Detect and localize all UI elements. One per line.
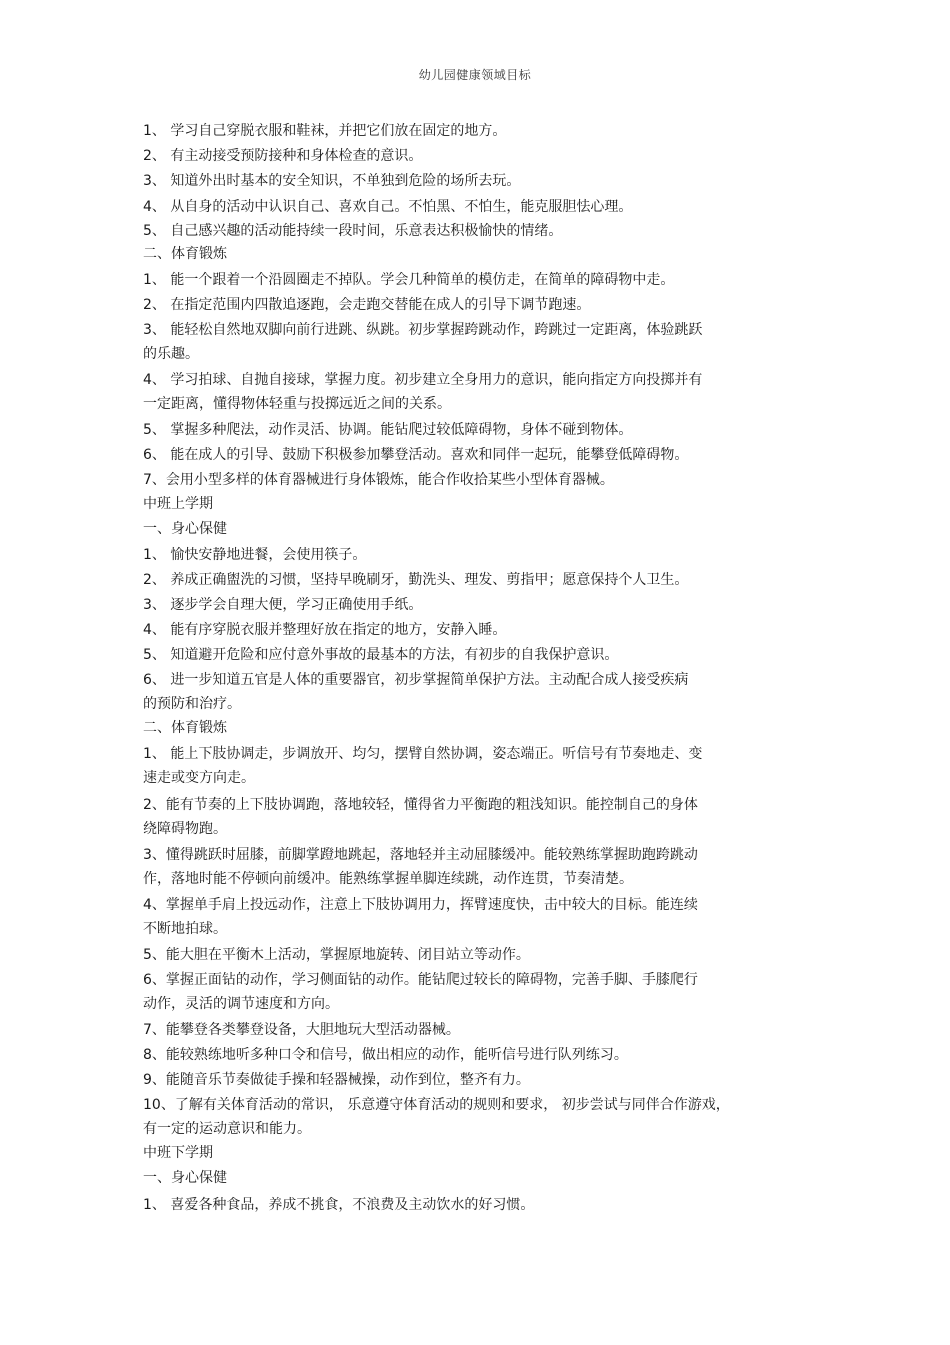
text-line: 绕障碍物跑。 xyxy=(143,821,227,837)
text-line: 6、 能在成人的引导、鼓励下积极参加攀登活动。喜欢和同伴一起玩，能攀登低障碍物。 xyxy=(143,447,689,463)
text-line: 作，落地时能不停顿向前缓冲。能熟练掌握单脚连续跳，动作连贯，节奏清楚。 xyxy=(143,871,633,887)
text-line: 速走或变方向走。 xyxy=(143,770,255,786)
text-line: 3、 逐步学会自理大便，学习正确使用手纸。 xyxy=(143,597,423,613)
text-line: 4、 能有序穿脱衣服并整理好放在指定的地方，安静入睡。 xyxy=(143,622,507,638)
text-line: 4、 学习拍球、自抛自接球，掌握力度。初步建立全身用力的意识，能向指定方向投掷并有 xyxy=(143,372,703,388)
text-line: 2、能有节奏的上下肢协调跑，落地较轻，懂得省力平衡跑的粗浅知识。能控制自己的身体 xyxy=(143,797,698,813)
section-heading: 一、身心保健 xyxy=(143,1170,227,1186)
text-line: 9、能随音乐节奏做徒手操和轻器械操，动作到位，整齐有力。 xyxy=(143,1072,530,1088)
section-heading: 二、体育锻炼 xyxy=(143,246,227,262)
text-line: 1、 学习自己穿脱衣服和鞋袜，并把它们放在固定的地方。 xyxy=(143,123,507,139)
text-line: 10、了解有关体育活动的常识， 乐意遵守体育活动的规则和要求， 初步尝试与同伴合作游戏， xyxy=(143,1097,730,1113)
text-line: 3、懂得跳跃时屈膝，前脚掌蹬地跳起，落地轻并主动屈膝缓冲。能较熟练掌握助跑跨跳动 xyxy=(143,847,698,863)
text-line: 动作，灵活的调节速度和方向。 xyxy=(143,996,339,1012)
text-line: 3、 知道外出时基本的安全知识，不单独到危险的场所去玩。 xyxy=(143,173,521,189)
text-line: 5、能大胆在平衡木上活动，掌握原地旋转、闭目站立等动作。 xyxy=(143,947,530,963)
text-line: 的预防和治疗。 xyxy=(143,696,241,712)
section-heading: 二、体育锻炼 xyxy=(143,720,227,736)
text-line: 不断地拍球。 xyxy=(143,921,227,937)
text-line: 有一定的运动意识和能力。 xyxy=(143,1121,311,1137)
section-heading: 中班下学期 xyxy=(143,1145,213,1161)
text-line: 5、 自己感兴趣的活动能持续一段时间，乐意表达积极愉快的情绪。 xyxy=(143,223,563,239)
text-line: 1、 能上下肢协调走，步调放开、均匀，摆臂自然协调，姿态端正。听信号有节奏地走、变 xyxy=(143,746,703,762)
text-line: 7、会用小型多样的体育器械进行身体锻炼，能合作收拾某些小型体育器械。 xyxy=(143,472,614,488)
text-line: 2、 在指定范围内四散追逐跑，会走跑交替能在成人的引导下调节跑速。 xyxy=(143,297,591,313)
text-line: 2、 有主动接受预防接种和身体检查的意识。 xyxy=(143,148,423,164)
text-line: 5、 掌握多种爬法，动作灵活、协调。能钻爬过较低障碍物，身体不碰到物体。 xyxy=(143,422,633,438)
text-line: 7、能攀登各类攀登设备，大胆地玩大型活动器械。 xyxy=(143,1022,460,1038)
text-line: 4、 从自身的活动中认识自己、喜欢自己。不怕黑、不怕生，能克服胆怯心理。 xyxy=(143,199,633,215)
text-line: 1、 喜爱各种食品，养成不挑食，不浪费及主动饮水的好习惯。 xyxy=(143,1197,535,1213)
section-heading: 中班上学期 xyxy=(143,496,213,512)
text-line: 的乐趣。 xyxy=(143,346,199,362)
text-line: 1、 能一个跟着一个沿圆圈走不掉队。学会几种简单的模仿走，在简单的障碍物中走。 xyxy=(143,272,675,288)
text-line: 一定距离，懂得物体轻重与投掷远近之间的关系。 xyxy=(143,396,451,412)
text-line: 3、 能轻松自然地双脚向前行进跳、纵跳。初步掌握跨跳动作，跨跳过一定距离，体验跳跃 xyxy=(143,322,703,338)
text-line: 6、 进一步知道五官是人体的重要器官，初步掌握简单保护方法。主动配合成人接受疾病 xyxy=(143,672,689,688)
text-line: 2、 养成正确盥洗的习惯，坚持早晚刷牙，勤洗头、理发、剪指甲；愿意保持个人卫生。 xyxy=(143,572,689,588)
page-header-title: 幼儿园健康领域目标 xyxy=(418,68,532,82)
text-line: 6、掌握正面钻的动作，学习侧面钻的动作。能钻爬过较长的障碍物，完善手脚、手膝爬行 xyxy=(143,972,698,988)
text-line: 4、掌握单手肩上投远动作，注意上下肢协调用力，挥臂速度快，击中较大的目标。能连续 xyxy=(143,897,698,913)
text-line: 5、 知道避开危险和应付意外事故的最基本的方法，有初步的自我保护意识。 xyxy=(143,647,619,663)
text-line: 8、能较熟练地听多种口令和信号，做出相应的动作，能听信号进行队列练习。 xyxy=(143,1047,628,1063)
section-heading: 一、身心保健 xyxy=(143,521,227,537)
text-line: 1、 愉快安静地进餐，会使用筷子。 xyxy=(143,547,367,563)
